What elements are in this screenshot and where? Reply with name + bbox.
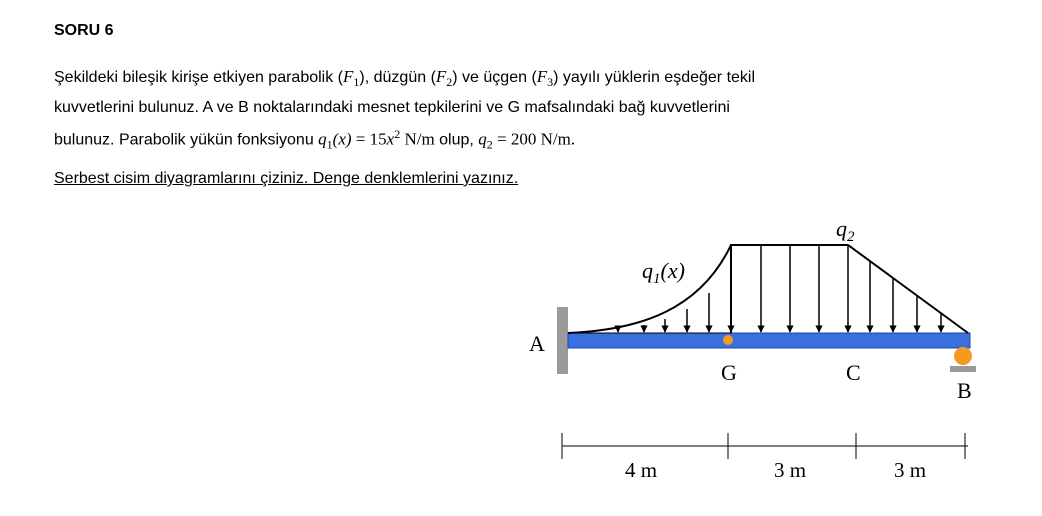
dimension-label-3: 3 m: [894, 458, 927, 482]
statement-line-3: bulunuz. Parabolik yükün fonksiyonu $q_1(x) = 15x^2$ N/m olup, $q_2 = 200$ N/m.: [54, 127, 576, 152]
task-instruction: Serbest cisim diyagramlarını çiziniz. Denge denklemlerini yazınız.: [54, 170, 519, 187]
beam: [568, 333, 970, 348]
point-label-c: C: [846, 360, 861, 385]
point-label-a: A: [529, 331, 545, 356]
dimension-label-2: 3 m: [774, 458, 807, 482]
fixed-support-wall: [557, 307, 568, 374]
hinge-g: [723, 335, 733, 345]
load-label-q2: $q_2$: [836, 216, 855, 245]
dimension-label-1: 4 m: [625, 458, 658, 482]
roller-support: [954, 347, 972, 365]
roller-ground: [950, 366, 976, 372]
load-label-q1: $q_1(x)$: [642, 258, 685, 287]
uniform-triangular-load-outline: [731, 245, 968, 333]
point-label-g: G: [721, 360, 737, 385]
statement-line-1: Şekildeki bileşik kirişe etkiyen parabolik $(F_1)$, düzgün $(F_2)$ ve üçgen $(F_3)$ yayılı yüklerin eşdeğer tekil: [54, 67, 756, 90]
statement-line-2: kuvvetlerini bulunuz. A ve B noktalarındaki mesnet tepkilerini ve G mafsalındaki bağ kuvvetlerini: [54, 99, 730, 117]
point-label-b: B: [957, 378, 972, 403]
problem-title: SORU 6: [54, 22, 114, 39]
